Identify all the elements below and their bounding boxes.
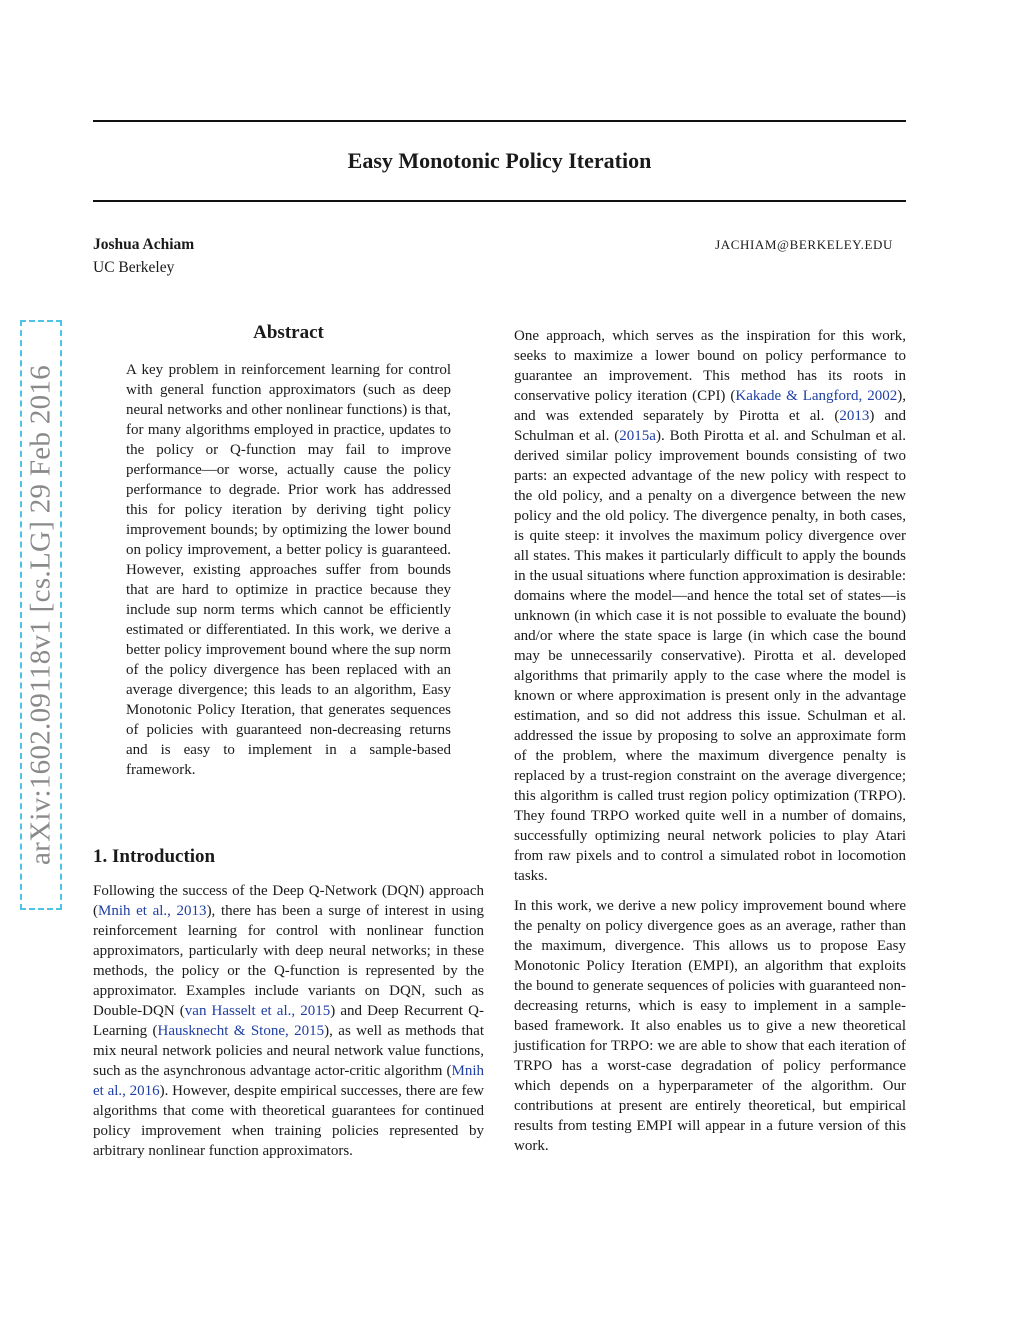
title-top-rule [93, 120, 906, 122]
abstract-heading: Abstract [253, 322, 324, 343]
right-paragraph-2: In this work, we derive a new policy improvement bound where the penalty on policy divergence goes as an average, rather than the maximum, divergence. This allows us to propose Easy Monotonic Policy Iteration (EMPI), an algorithm that exploits the bound to generate sequences of policies with guaranteed non-decreasing returns, which is easy to implement in a sample-based framework. It also enables us to give a new theoretical justification for TRPO: we are able to show that each iteration of TRPO has a worst-case degradation of policy performance which depends on a hyperparameter of the algorithm. Our contributions at present are entirely theoretical, but empirical results from testing EMPI will appear in a future version of this work. [514, 898, 906, 1154]
citation-link[interactable]: Kakade & Langford, 2002 [735, 388, 898, 404]
citation-link[interactable]: 2013 [839, 408, 870, 424]
author-email: JACHIAM@BERKELEY.EDU [715, 237, 893, 252]
citation-link[interactable]: Mnih et al., 2016 [93, 1063, 484, 1099]
author-name: Joshua Achiam [93, 236, 195, 253]
body-text: ). Both Pirotta et al. and Schulman et al. derived similar policy improvement bounds consisting of two parts: an expected advantage of the new policy with respect to the old policy, and a penalty on a divergence between the new policy and the old policy. The divergence penalty, in both cases, is quite steep: it involves the maximum policy divergence over all states. This makes it particularly difficult to apply the bounds in the usual situations where function approximation is desirable: domains where the model—and hence the total set of states—is unknown (in which case it is not possible to evaluate the bound) and/or where the state space is large (in which case the bound may be unnecessarily conservative). Pirotta et al. developed algorithms that primarily apply to the case where the model is known or where approximation is present only in the advantage estimation, and so did not address this issue. Schulman et al. addressed the issue by proposing to solve an approximate form of the problem, where the maximum divergence penalty is replaced by a trust-region constraint on the average divergence; this algorithm is called trust region policy optimization (TRPO). They found TRPO worked quite well in a number of domains, successfully optimizing neural network policies to play Atari from raw pixels and to control a simulated robot in locomotion tasks. [514, 428, 907, 884]
paper-title: Easy Monotonic Policy Iteration [347, 148, 652, 173]
body-text: ) and Schulman et al. ( [514, 408, 906, 444]
title-bottom-rule [93, 200, 906, 202]
introduction-heading: 1. Introduction [93, 846, 216, 867]
abstract-text: A key problem in reinforcement learning for control with general function approximators (such as deep neural networks and other nonlinear functions) is that, for many algorithms employed in practice, updates to the policy or Q-function may fail to improve performance—or worse, actually cause the policy performance to degrade. Prior work has addressed this for policy iteration by deriving tight policy improvement bounds; by optimizing the lower bound on policy improvement, a better policy is guaranteed. However, existing approaches suffer from bounds that are hard to optimize in practice because they include sup norm terms which cannot be efficiently estimated or differentiated. In this work, we derive a better policy improvement bound where the sup norm of the policy divergence has been replaced with an average divergence; this leads to an algorithm, Easy Monotonic Policy Iteration, that generates sequences of policies with guaranteed non-decreasing returns and is easy to implement in a sample-based framework. [126, 362, 451, 778]
citation-link[interactable]: Hausknecht & Stone, 2015 [157, 1023, 325, 1039]
citation-link[interactable]: van Hasselt et al., 2015 [184, 1003, 331, 1019]
intro-text: ), as well as methods that mix neural network policies and neural network value functions, such as the asynchronous advantage actor-critic algorithm ( [93, 1023, 485, 1079]
right-column [514, 326, 906, 1156]
body-text: One approach, which serves as the inspiration for this work, seeks to maximize a lower bound on policy performance to guarantee an improvement. This method has its roots in conservative policy iteration (CPI) ( [514, 328, 906, 404]
arxiv-identifier: arXiv:1602.09118v1 [cs.LG] 29 Feb 2016 [24, 364, 57, 866]
intro-text: ) and Deep Recurrent Q-Learning ( [93, 1003, 485, 1039]
right-paragraph-1 [514, 326, 906, 886]
citation-link[interactable]: Mnih et al., 2013 [98, 903, 207, 919]
citation-link[interactable]: 2015a [619, 428, 656, 444]
body-text: ), and was extended separately by Pirotta et al. ( [514, 388, 906, 424]
intro-text: Following the success of the Deep Q-Network (DQN) approach ( [93, 883, 484, 919]
intro-text: ). However, despite empirical successes, there are few algorithms that come with theoretical guarantees for continued policy improvement when training policies represented by arbitrary nonlinear function approximators. [93, 1083, 484, 1159]
introduction-paragraph [93, 881, 484, 1161]
intro-text: ), there has been a surge of interest in using reinforcement learning for control with nonlinear function approximators, particularly with deep neural networks; in these methods, the policy or the Q-function is represented by the approximator. Examples include variants on DQN, such as Double-DQN ( [93, 903, 484, 1019]
author-affiliation: UC Berkeley [93, 259, 175, 276]
